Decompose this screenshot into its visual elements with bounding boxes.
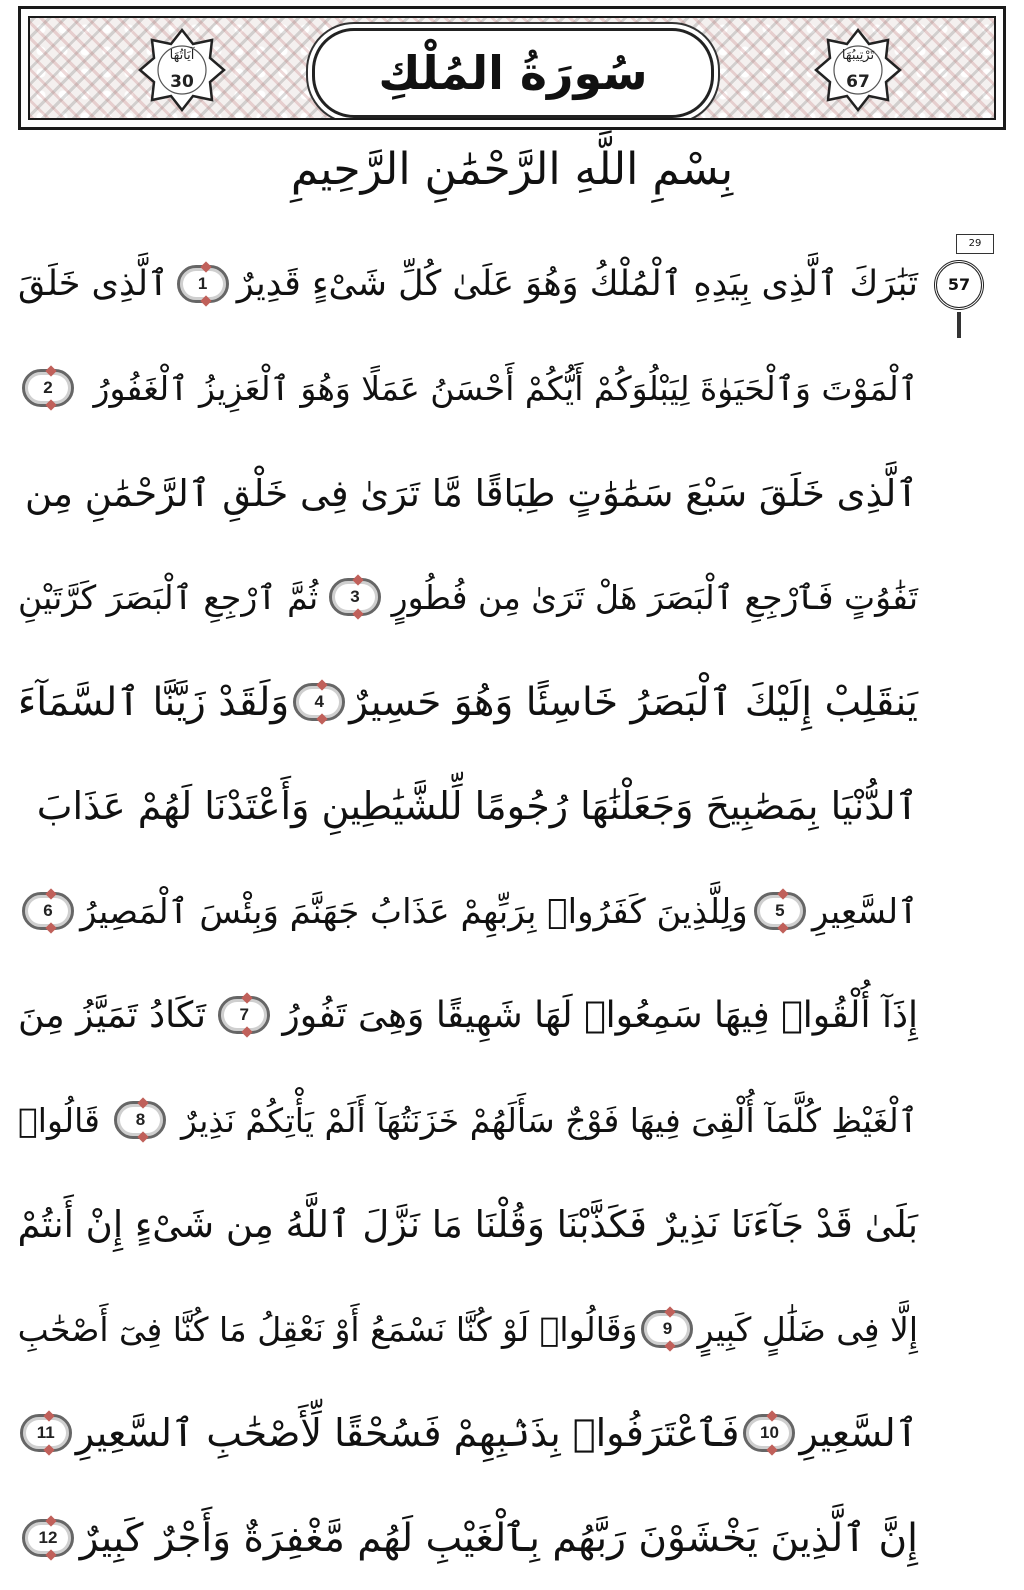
surah-order-label: تَرْتِيبُهَا xyxy=(841,48,875,63)
verse-line xyxy=(18,1381,918,1485)
ayah-number-marker xyxy=(218,996,270,1034)
ayah-number: 12 xyxy=(38,1528,58,1547)
ornamental-border xyxy=(28,16,996,120)
surah-title: سُورَةُ المُلْكِ xyxy=(378,46,648,100)
ayah-number-marker xyxy=(754,892,806,930)
ayah-number-marker xyxy=(114,1101,166,1139)
verse-text: بَلَىٰ قَدْ جَآءَنَا نَذِيرٌ فَكَذَّبْنَا وَقُلْنَا مَا نَزَّلَ ٱللَّهُ مِن شَىْءٍ إِنْ أَنتُمْ xyxy=(17,1202,918,1246)
verse-count-medallion xyxy=(138,28,226,112)
surah-order-number: 67 xyxy=(846,72,870,92)
verse-text: وَلِلَّذِينَ كَفَرُوا۟ بِرَبِّهِمْ عَذَابُ جَهَنَّمَ وَبِئْسَ ٱلْمَصِيرُ xyxy=(80,891,748,932)
ayah-number-marker xyxy=(329,578,381,616)
surah-title-plate xyxy=(312,28,714,118)
verse-text: تَبَٰرَكَ ٱلَّذِى بِيَدِهِ ٱلْمُلْكُ وَهُوَ عَلَىٰ كُلِّ شَىْءٍ قَدِيرٌ xyxy=(236,264,918,304)
verse-line xyxy=(18,545,918,649)
verse-count-number: 30 xyxy=(170,72,194,92)
verse-text: ٱلدُّنْيَا بِمَصَٰبِيحَ وَجَعَلْنَٰهَا رُجُومًا لِّلشَّيَٰطِينِ وَأَعْتَدْنَا لَهُمْ عَذَابَ xyxy=(36,784,918,828)
ayah-number: 11 xyxy=(36,1423,55,1442)
surah-header-frame xyxy=(18,6,1006,130)
ayah-number: 5 xyxy=(775,901,785,920)
verse-text: إِنَّ ٱلَّذِينَ يَخْشَوْنَ رَبَّهُم بِٱلْغَيْبِ لَهُم مَّغْفِرَةٌ وَأَجْرٌ كَبِيرٌ xyxy=(79,1515,918,1561)
hizb-ornament-icon xyxy=(957,312,961,338)
verse-line xyxy=(18,1068,918,1172)
verse-text: ٱلْمَوْتَ وَٱلْحَيَوٰةَ لِيَبْلُوَكُمْ أَيُّكُمْ أَحْسَنُ عَمَلًا وَهُوَ ٱلْعَزِيزُ ٱلْغَفُورُ xyxy=(93,368,918,408)
ayah-number-marker xyxy=(22,369,74,407)
basmala: بِسْمِ اللَّهِ الرَّحْمَٰنِ الرَّحِيمِ xyxy=(290,144,734,195)
verse-line xyxy=(18,963,918,1067)
verse-text: إِذَآ أُلْقُوا۟ فِيهَا سَمِعُوا۟ لَهَا شَهِيقًا وَهِىَ تَفُورُ xyxy=(282,994,918,1036)
ayah-number: 2 xyxy=(43,378,53,397)
verse-text: ٱلسَّعِيرِ xyxy=(811,891,918,932)
hizb-marker xyxy=(922,232,996,342)
juz-label: 29 xyxy=(956,234,994,254)
verse-line xyxy=(18,650,918,754)
ayah-number-marker xyxy=(22,892,74,930)
ayah-number: 4 xyxy=(314,692,324,711)
ayah-number: 3 xyxy=(350,587,360,606)
verse-text: إِلَّا فِى ضَلَٰلٍ كَبِيرٍ xyxy=(697,1309,918,1349)
verse-line xyxy=(18,1172,918,1276)
ayah-number-marker xyxy=(293,683,345,721)
verse-text: ٱلَّذِى خَلَقَ xyxy=(18,264,169,304)
verse-text: تَكَادُ تَمَيَّزُ مِنَ xyxy=(18,994,207,1036)
ayah-number-marker xyxy=(177,265,229,303)
verse-line xyxy=(18,754,918,858)
ayah-number-marker xyxy=(641,1310,693,1348)
verse-line xyxy=(18,859,918,963)
verse-text: ثُمَّ ٱرْجِعِ ٱلْبَصَرَ كَرَّتَيْنِ xyxy=(18,577,319,617)
verse-text: وَقَالُوا۟ لَوْ كُنَّا نَسْمَعُ أَوْ نَعْقِلُ مَا كُنَّا فِىٓ أَصْحَٰبِ xyxy=(17,1309,638,1349)
ayah-number: 1 xyxy=(197,274,208,293)
verse-text: ٱلسَّعِيرِ xyxy=(799,1411,918,1455)
ayah-number-marker xyxy=(20,1414,72,1452)
verse-line xyxy=(18,336,918,440)
verse-line xyxy=(18,1486,918,1590)
ayah-number-marker xyxy=(743,1414,795,1452)
surah-order-medallion xyxy=(814,28,902,112)
verse-text: يَنقَلِبْ إِلَيْكَ ٱلْبَصَرُ خَاسِئًا وَهُوَ حَسِيرٌ xyxy=(349,679,918,725)
ayah-number-marker xyxy=(22,1519,74,1557)
ayah-number: 8 xyxy=(135,1110,146,1129)
verse-text: قَالُوا۟ xyxy=(18,1100,100,1140)
verse-text: ٱلْغَيْظِ كُلَّمَآ أُلْقِىَ فِيهَا فَوْجٌ سَأَلَهُمْ خَزَنَتُهَآ أَلَمْ يَأْتِكُمْ نَذِيرٌ xyxy=(181,1100,918,1140)
verse-text: وَلَقَدْ زَيَّنَّا ٱلسَّمَآءَ xyxy=(17,679,290,725)
ayah-number: 10 xyxy=(760,1423,779,1442)
ayah-number: 9 xyxy=(662,1319,673,1338)
verse-line xyxy=(18,441,918,545)
verse-text: فَٱعْتَرَفُوا۟ بِذَنۢبِهِمْ فَسُحْقًا لِّأَصْحَٰبِ ٱلسَّعِيرِ xyxy=(75,1411,740,1455)
ayah-number: 7 xyxy=(239,1005,249,1024)
verse-text: ٱلَّذِى خَلَقَ سَبْعَ سَمَٰوَٰتٍ طِبَاقًا مَّا تَرَىٰ فِى خَلْقِ ٱلرَّحْمَٰنِ مِن xyxy=(24,471,918,515)
verse-count-label: آيَاتُهَا xyxy=(169,48,195,63)
hizb-number: 57 xyxy=(934,260,984,310)
verse-text: تَفَٰوُتٍ فَٱرْجِعِ ٱلْبَصَرَ هَلْ تَرَىٰ مِن فُطُورٍ xyxy=(391,577,918,617)
verse-line xyxy=(18,232,918,336)
ayah-number: 6 xyxy=(43,901,53,920)
verse-line xyxy=(18,1277,918,1381)
